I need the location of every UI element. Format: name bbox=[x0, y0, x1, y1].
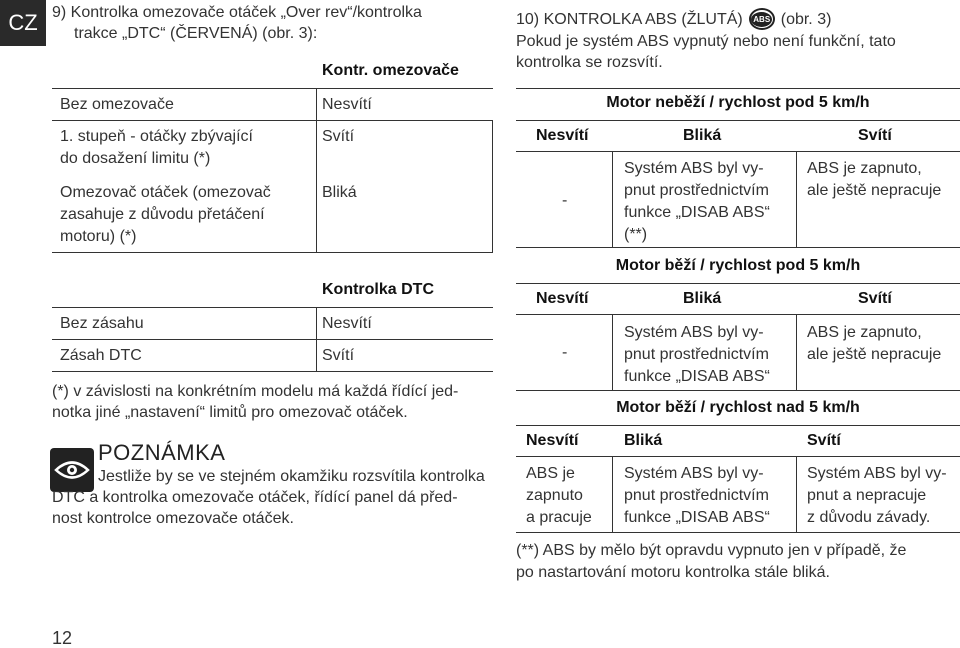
language-badge-text: CZ bbox=[8, 10, 38, 35]
table2-header: Kontrolka DTC bbox=[322, 281, 434, 298]
table2-top-rule bbox=[52, 307, 493, 308]
item9-line2: trakce „DTC“ (ČERVENÁ) (obr. 3): bbox=[74, 25, 318, 42]
section3-col2-line3: funkce „DISAB ABS“ bbox=[624, 509, 770, 526]
section3-header-nesviti: Nesvítí bbox=[526, 432, 579, 449]
section1-col2-line2: pnut prostřednictvím bbox=[624, 182, 769, 199]
section1-col1: - bbox=[562, 192, 568, 209]
section2-header-nesviti: Nesvítí bbox=[536, 290, 589, 307]
section3-col3-line3: z důvodu závady. bbox=[807, 509, 931, 526]
section2-col1: - bbox=[562, 344, 568, 361]
section3-title-rule bbox=[516, 425, 960, 426]
table2-row-divider bbox=[52, 339, 493, 340]
section3-col2-line1: Systém ABS byl vy- bbox=[624, 465, 764, 482]
section2-divider-a bbox=[612, 314, 613, 390]
footnote-line1: (*) v závislosti na konkrétním modelu má každá řídící jed- bbox=[52, 383, 459, 400]
section2-divider-b bbox=[796, 314, 797, 390]
section2-header-sviti: Svítí bbox=[858, 290, 892, 307]
table1-row2-label-line2: do dosažení limitu (*) bbox=[60, 150, 211, 167]
table1-row3-value: Bliká bbox=[322, 184, 357, 201]
section1-divider-b bbox=[796, 151, 797, 247]
section1-divider-a bbox=[612, 151, 613, 247]
table2-row1-value: Nesvítí bbox=[322, 315, 372, 332]
section3-header-sviti: Svítí bbox=[807, 432, 841, 449]
table1-row2-label-line1: 1. stupeň - otáčky zbývající bbox=[60, 128, 253, 145]
abs-warning-icon bbox=[749, 8, 775, 30]
section1-header-blika: Bliká bbox=[683, 127, 722, 144]
section2-header-blika: Bliká bbox=[683, 290, 722, 307]
table2-column-divider bbox=[316, 307, 317, 371]
table1-bottom-rule bbox=[52, 252, 493, 253]
table2-row2-label: Zásah DTC bbox=[60, 347, 142, 364]
note-line3: nost kontrolce omezovače otáček. bbox=[52, 510, 294, 527]
section1-header-sviti: Svítí bbox=[858, 127, 892, 144]
section1-col2-line1: Systém ABS byl vy- bbox=[624, 160, 764, 177]
abs-icon-text: ABS bbox=[751, 12, 772, 27]
section2-bottom-rule bbox=[516, 390, 960, 391]
section2-col2-line1: Systém ABS byl vy- bbox=[624, 324, 764, 341]
section1-title: Motor neběží / rychlost pod 5 km/h bbox=[606, 94, 870, 111]
abs-footnote-line1: (**) ABS by mělo být opravdu vypnuto jen v případě, že bbox=[516, 542, 907, 559]
item10-line2: Pokud je systém ABS vypnutý nebo není funkční, tato bbox=[516, 33, 896, 50]
note-title: POZNÁMKA bbox=[98, 440, 226, 465]
table1-row1-value: Nesvítí bbox=[322, 96, 372, 113]
section1-title-rule bbox=[516, 120, 960, 121]
section3-divider-b bbox=[796, 456, 797, 532]
section2-title-rule bbox=[516, 283, 960, 284]
section3-col2-line2: pnut prostřednictvím bbox=[624, 487, 769, 504]
note-line2: DTC a kontrolka omezovače otáček, řídící panel dá před- bbox=[52, 489, 458, 506]
table1-row-divider bbox=[52, 120, 493, 121]
section3-header-blika: Bliká bbox=[624, 432, 663, 449]
item10-title-row bbox=[516, 8, 831, 30]
eye-icon bbox=[50, 448, 94, 492]
section1-col3-line2: ale ještě nepracuje bbox=[807, 182, 942, 199]
section1-col2-line4: (**) bbox=[624, 226, 648, 243]
table1-row2-value: Svítí bbox=[322, 128, 355, 145]
item10-ref: (obr. 3) bbox=[780, 10, 832, 28]
section1-header-nesviti: Nesvítí bbox=[536, 127, 589, 144]
section2-col2-line2: pnut prostřednictvím bbox=[624, 346, 769, 363]
item9-line1: 9) Kontrolka omezovače otáček „Over rev“/kontrolka bbox=[52, 4, 422, 21]
table1-row3-label-line1: Omezovač otáček (omezovač bbox=[60, 184, 271, 201]
section1-top-rule bbox=[516, 88, 960, 89]
section3-header-rule bbox=[516, 456, 960, 457]
section3-col3-line1: Systém ABS byl vy- bbox=[807, 465, 947, 482]
section1-col2-line3: funkce „DISAB ABS“ bbox=[624, 204, 770, 221]
table2-bottom-rule bbox=[52, 371, 493, 372]
section2-col3-line1: ABS je zapnuto, bbox=[807, 324, 922, 341]
section3-bottom-rule bbox=[516, 532, 960, 533]
section3-title: Motor běží / rychlost nad 5 km/h bbox=[616, 399, 860, 416]
section2-header-rule bbox=[516, 314, 960, 315]
section1-bottom-rule bbox=[516, 247, 960, 248]
section1-header-rule bbox=[516, 151, 960, 152]
table1-header: Kontr. omezovače bbox=[322, 62, 459, 79]
table2-row2-value: Svítí bbox=[322, 347, 355, 364]
section3-col1-line1: ABS je bbox=[526, 465, 575, 482]
note-line1: Jestliže by se ve stejném okamžiku rozsvítila kontrolka bbox=[98, 468, 485, 485]
abs-footnote-line2: po nastartování motoru kontrolka stále bliká. bbox=[516, 564, 830, 581]
section3-col1-line3: a pracuje bbox=[526, 509, 592, 526]
section2-title: Motor běží / rychlost pod 5 km/h bbox=[615, 257, 861, 274]
section1-col3-line1: ABS je zapnuto, bbox=[807, 160, 922, 177]
footnote-line2: notka jiné „nastavení“ limitů pro omezovač otáček. bbox=[52, 404, 408, 421]
table1-column-divider bbox=[316, 88, 317, 252]
table1-row1-label: Bez omezovače bbox=[60, 96, 174, 113]
table2-row1-label: Bez zásahu bbox=[60, 315, 144, 332]
section3-col3-line2: pnut a nepracuje bbox=[807, 487, 927, 504]
language-badge bbox=[0, 0, 46, 46]
table1-row3-label-line2: zasahuje z důvodu přetáčení bbox=[60, 206, 265, 223]
item10-line3: kontrolka se rozsvítí. bbox=[516, 54, 663, 71]
table1-top-rule bbox=[52, 88, 493, 89]
section3-col1-line2: zapnuto bbox=[526, 487, 583, 504]
table1-row3-label-line3: motoru) (*) bbox=[60, 228, 137, 245]
section2-col2-line3: funkce „DISAB ABS“ bbox=[624, 368, 770, 385]
item10-title: 10) KONTROLKA ABS (ŽLUTÁ) bbox=[516, 10, 743, 28]
page-number: 12 bbox=[52, 628, 73, 648]
section2-col3-line2: ale ještě nepracuje bbox=[807, 346, 942, 363]
section3-divider-a bbox=[612, 456, 613, 532]
table1-right-border bbox=[492, 120, 493, 252]
